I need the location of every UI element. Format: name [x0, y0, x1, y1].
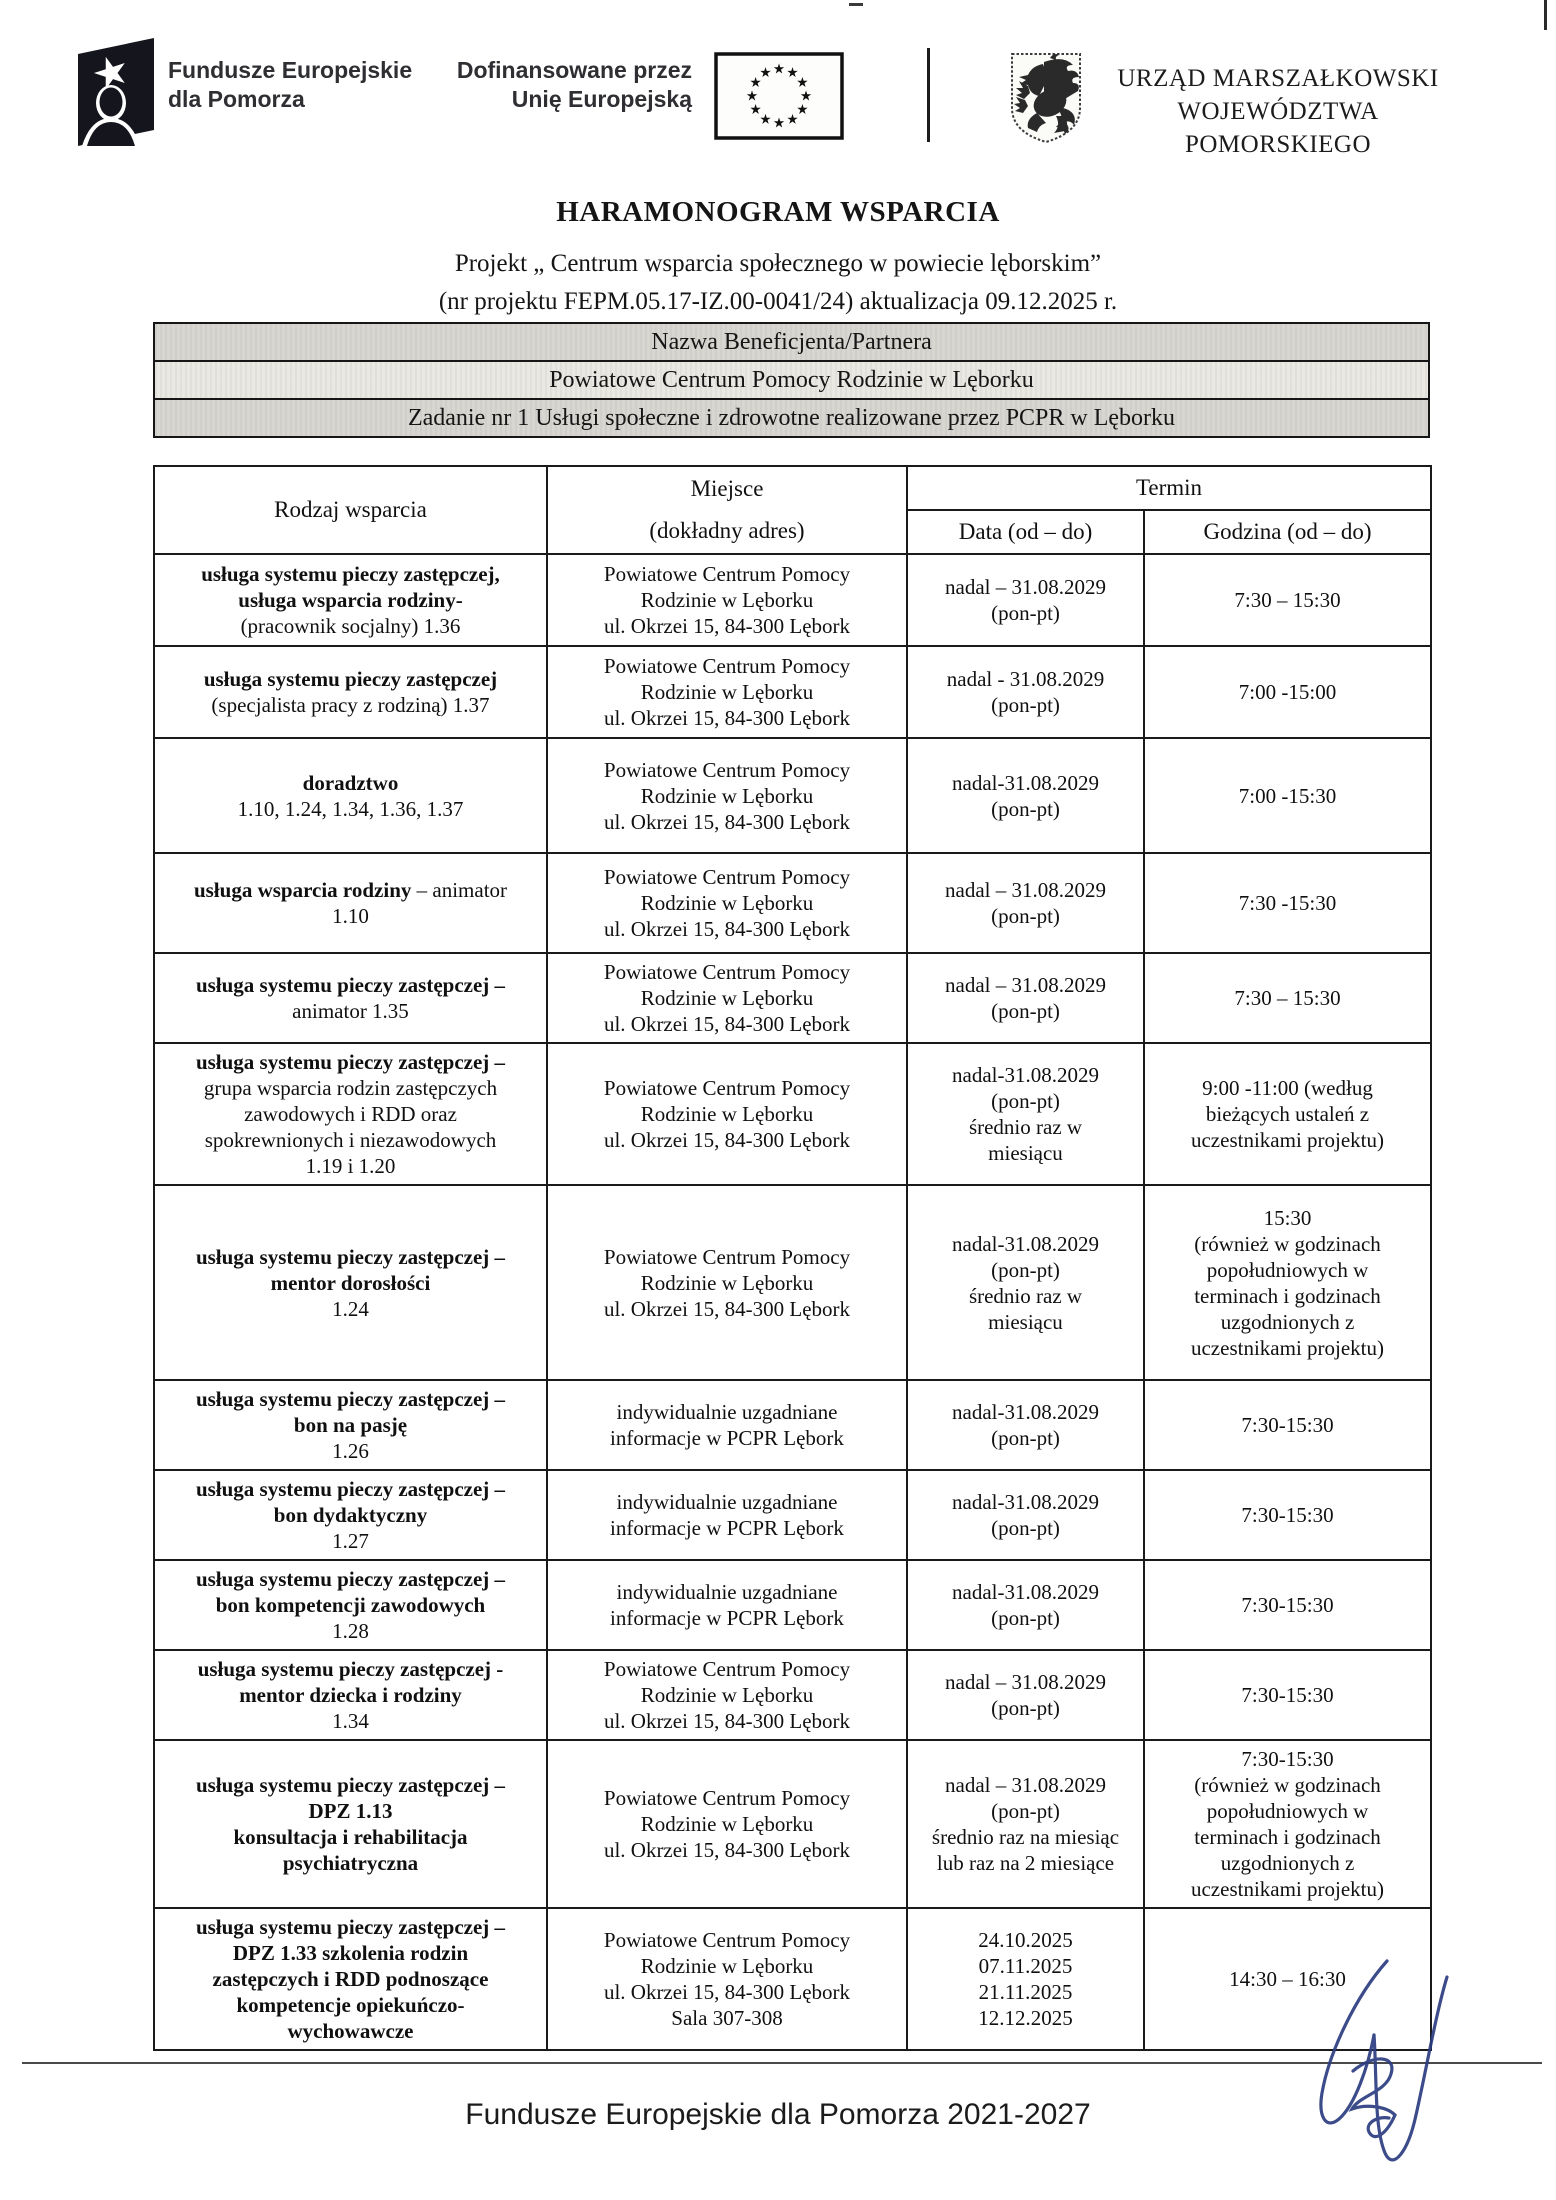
- time-cell: 7:30-15:30 (również w godzinach popołudniowych w terminach i godzinach uzgodnionych z uczestnikami projektu): [1144, 1740, 1431, 1908]
- service-cell: usługa systemu pieczy zastępczej – mentor dorosłości 1.24: [154, 1185, 547, 1380]
- place-cell: indywidualnie uzgadniane informacje w PCPR Lębork: [547, 1560, 907, 1650]
- service-cell: usługa systemu pieczy zastępczej – bon na pasję 1.26: [154, 1380, 547, 1470]
- office-line2: WOJEWÓDZTWA POMORSKIEGO: [1177, 98, 1379, 158]
- page-title: HARAMONOGRAM WSPARCIA: [556, 196, 1000, 228]
- date-cell: nadal-31.08.2029 (pon-pt): [907, 1560, 1144, 1650]
- table-row: [154, 1650, 1431, 1740]
- time-cell: 7:00 -15:30: [1144, 738, 1431, 853]
- time-cell: 7:30 -15:30: [1144, 853, 1431, 953]
- time-cell: 14:30 – 16:30: [1144, 1908, 1431, 2050]
- office-line1: URZĄD MARSZAŁKOWSKI: [1117, 65, 1439, 92]
- beneficiary-banner: [153, 322, 1430, 438]
- place-cell: Powiatowe Centrum Pomocy Rodzinie w Lęborku ul. Okrzei 15, 84-300 Lębork: [547, 1043, 907, 1185]
- service-cell: usługa systemu pieczy zastępczej – bon kompetencji zawodowych 1.28: [154, 1560, 547, 1650]
- table-row: [154, 1380, 1431, 1470]
- program-logo-line2: dla Pomorza: [168, 86, 305, 112]
- table-row: [154, 1185, 1431, 1380]
- service-cell: usługa systemu pieczy zastępczej – bon dydaktyczny 1.27: [154, 1470, 547, 1560]
- pomorskie-griffin-crest-icon: [1006, 50, 1086, 146]
- schedule-table-container: [153, 465, 1430, 2051]
- miejsce-line2: (dokładny adres): [649, 518, 805, 543]
- table-row: [154, 646, 1431, 738]
- time-cell: 7:00 -15:00: [1144, 646, 1431, 738]
- time-cell: 7:30-15:30: [1144, 1380, 1431, 1470]
- date-cell: nadal-31.08.2029 (pon-pt): [907, 1470, 1144, 1560]
- eu-flag-icon: [714, 52, 844, 140]
- handwritten-signature: [1235, 1955, 1460, 2190]
- service-cell: usługa systemu pieczy zastępczej, usługa wsparcia rodziny- (pracownik socjalny) 1.36: [154, 554, 547, 646]
- place-cell: Powiatowe Centrum Pomocy Rodzinie w Lęborku ul. Okrzei 15, 84-300 Lębork: [547, 646, 907, 738]
- place-cell: indywidualnie uzgadniane informacje w PCPR Lębork: [547, 1380, 907, 1470]
- date-cell: nadal – 31.08.2029 (pon-pt): [907, 953, 1144, 1043]
- scan-artifact-corner: [1544, 0, 1547, 30]
- col-header-rodzaj-wsparcia: Rodzaj wsparcia: [154, 466, 547, 554]
- funding-line1: Dofinansowane przez: [456, 57, 692, 83]
- table-row: [154, 738, 1431, 853]
- service-cell: doradztwo 1.10, 1.24, 1.34, 1.36, 1.37: [154, 738, 547, 853]
- place-cell: Powiatowe Centrum Pomocy Rodzinie w Lęborku ul. Okrzei 15, 84-300 Lębork: [547, 554, 907, 646]
- col-header-data: Data (od – do): [907, 510, 1144, 554]
- time-cell: 15:30 (również w godzinach popołudniowych w terminach i godzinach uzgodnionych z uczestnikami projektu): [1144, 1185, 1431, 1380]
- schedule-table-body: [154, 554, 1431, 2050]
- place-cell: Powiatowe Centrum Pomocy Rodzinie w Lęborku ul. Okrzei 15, 84-300 Lębork: [547, 953, 907, 1043]
- table-row: [154, 1043, 1431, 1185]
- col-header-godzina: Godzina (od – do): [1144, 510, 1431, 554]
- time-cell: 7:30 – 15:30: [1144, 554, 1431, 646]
- scan-artifact-dash: [849, 3, 863, 6]
- banner-row-task: Zadanie nr 1 Usługi społeczne i zdrowotne realizowane przez PCPR w Lęborku: [155, 400, 1428, 436]
- project-name: Projekt „ Centrum wsparcia społecznego w powiecie lęborskim”: [454, 250, 1102, 277]
- logo-divider: [927, 48, 930, 142]
- date-cell: nadal – 31.08.2029 (pon-pt) średnio raz na miesiąc lub raz na 2 miesiące: [907, 1740, 1144, 1908]
- time-cell: 7:30 – 15:30: [1144, 953, 1431, 1043]
- col-header-termin: Termin: [907, 466, 1431, 510]
- service-cell: usługa wsparcia rodziny – animator 1.10: [154, 853, 547, 953]
- table-row: [154, 1740, 1431, 1908]
- schedule-table: [153, 465, 1432, 2051]
- col-header-miejsce: [547, 466, 907, 554]
- funding-line2: Unię Europejską: [511, 86, 692, 112]
- date-cell: 24.10.2025 07.11.2025 21.11.2025 12.12.2025: [907, 1908, 1144, 2050]
- date-cell: nadal-31.08.2029 (pon-pt): [907, 738, 1144, 853]
- place-cell: Powiatowe Centrum Pomocy Rodzinie w Lęborku ul. Okrzei 15, 84-300 Lębork: [547, 1740, 907, 1908]
- place-cell: Powiatowe Centrum Pomocy Rodzinie w Lęborku ul. Okrzei 15, 84-300 Lębork: [547, 1650, 907, 1740]
- service-cell: usługa systemu pieczy zastępczej (specjalista pracy z rodziną) 1.37: [154, 646, 547, 738]
- date-cell: nadal – 31.08.2029 (pon-pt): [907, 554, 1144, 646]
- place-cell: Powiatowe Centrum Pomocy Rodzinie w Lęborku ul. Okrzei 15, 84-300 Lębork: [547, 853, 907, 953]
- time-cell: 7:30-15:30: [1144, 1650, 1431, 1740]
- time-cell: 7:30-15:30: [1144, 1560, 1431, 1650]
- banner-row-label: Nazwa Beneficjenta/Partnera: [155, 324, 1428, 362]
- office-name: [1098, 62, 1458, 161]
- date-cell: nadal – 31.08.2029 (pon-pt): [907, 853, 1144, 953]
- table-row: [154, 853, 1431, 953]
- date-cell: nadal - 31.08.2029 (pon-pt): [907, 646, 1144, 738]
- service-cell: usługa systemu pieczy zastępczej – grupa wsparcia rodzin zastępczych zawodowych i RDD oraz spokrewnionych i niezawodowych 1.19 i 1.20: [154, 1043, 547, 1185]
- table-row: [154, 554, 1431, 646]
- project-number: (nr projektu FEPM.05.17-IZ.00-0041/24) aktualizacja 09.12.2025 r.: [438, 288, 1118, 315]
- service-cell: usługa systemu pieczy zastępczej – animator 1.35: [154, 953, 547, 1043]
- place-cell: Powiatowe Centrum Pomocy Rodzinie w Lęborku ul. Okrzei 15, 84-300 Lębork: [547, 738, 907, 853]
- date-cell: nadal-31.08.2029 (pon-pt) średnio raz w miesiącu: [907, 1185, 1144, 1380]
- place-cell: Powiatowe Centrum Pomocy Rodzinie w Lęborku ul. Okrzei 15, 84-300 Lębork Sala 307-308: [547, 1908, 907, 2050]
- funding-statement: [430, 56, 692, 114]
- date-cell: nadal-31.08.2029 (pon-pt): [907, 1380, 1144, 1470]
- service-cell: usługa systemu pieczy zastępczej - mentor dziecka i rodziny 1.34: [154, 1650, 547, 1740]
- time-cell: 9:00 -11:00 (według bieżących ustaleń z uczestnikami projektu): [1144, 1043, 1431, 1185]
- program-logo-line1: Fundusze Europejskie: [168, 57, 413, 83]
- footer-text: Fundusze Europejskie dla Pomorza 2021-2027: [465, 2098, 1091, 2131]
- service-cell: usługa systemu pieczy zastępczej – DPZ 1.33 szkolenia rodzin zastępczych i RDD podnoszące kompetencje opiekuńczo- wychowawcze: [154, 1908, 547, 2050]
- table-row: [154, 1470, 1431, 1560]
- place-cell: Powiatowe Centrum Pomocy Rodzinie w Lęborku ul. Okrzei 15, 84-300 Lębork: [547, 1185, 907, 1380]
- date-cell: nadal-31.08.2029 (pon-pt) średnio raz w miesiącu: [907, 1043, 1144, 1185]
- time-cell: 7:30-15:30: [1144, 1470, 1431, 1560]
- header-row-1: [154, 466, 1431, 510]
- program-logo-text: [168, 56, 412, 114]
- date-cell: nadal – 31.08.2029 (pon-pt): [907, 1650, 1144, 1740]
- table-row: [154, 953, 1431, 1043]
- service-cell: usługa systemu pieczy zastępczej – DPZ 1.13 konsultacja i rehabilitacja psychiatryczna: [154, 1740, 547, 1908]
- table-row: [154, 1560, 1431, 1650]
- place-cell: indywidualnie uzgadniane informacje w PCPR Lębork: [547, 1470, 907, 1560]
- banner-row-name: Powiatowe Centrum Pomocy Rodzinie w Lęborku: [155, 362, 1428, 400]
- miejsce-line1: Miejsce: [690, 476, 764, 501]
- fundusze-europejskie-flag-star-icon: [64, 30, 164, 150]
